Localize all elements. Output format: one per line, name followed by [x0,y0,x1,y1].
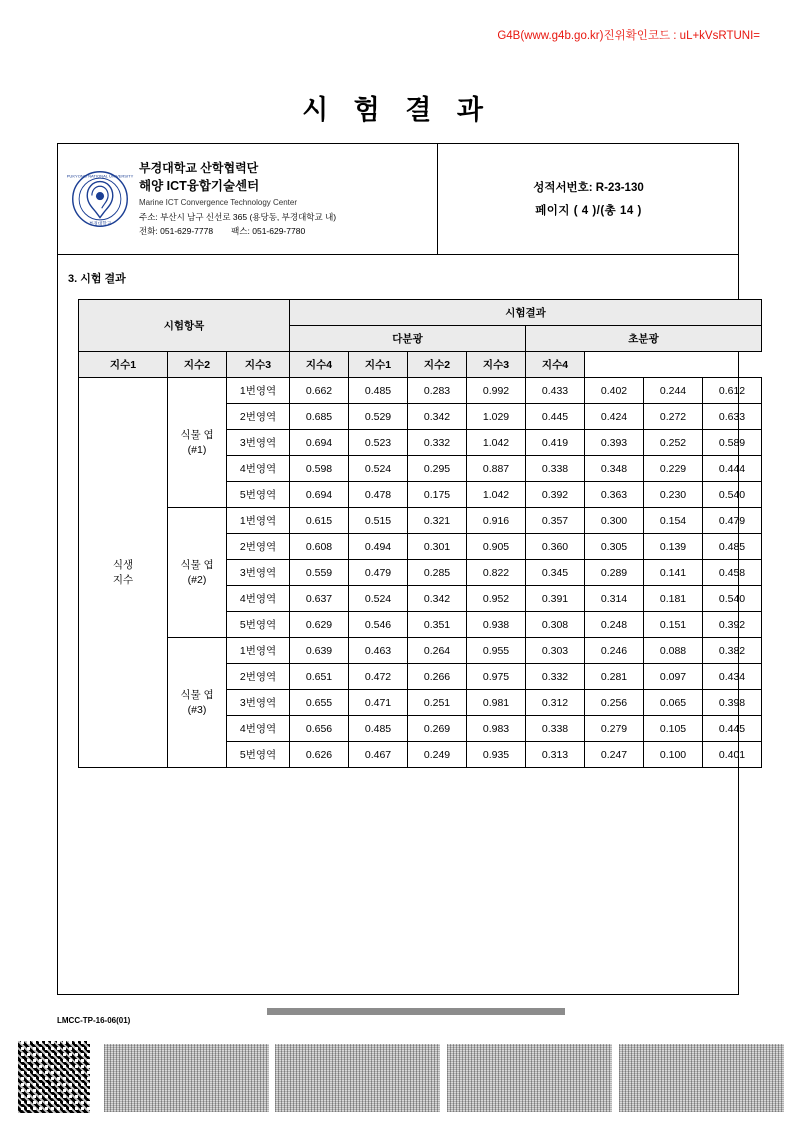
cell-value: 0.321 [408,508,467,534]
cell-value: 0.314 [585,586,644,612]
cell-value: 0.229 [644,456,703,482]
section-label: 시험 결과 [80,273,126,285]
cell-value: 0.139 [644,534,703,560]
cell-region: 3번영역 [227,560,290,586]
cell-value: 0.655 [290,690,349,716]
header-organization [57,143,437,254]
cell-value: 1.042 [467,482,526,508]
cell-value: 0.694 [290,482,349,508]
cell-value: 0.637 [290,586,349,612]
table-header-row-3 [79,352,762,378]
th-hyper-index-2: 지수2 [408,352,467,378]
org-address: 주소: 부산시 남구 신선로 365 (용당동, 부경대학교 내) [139,212,337,223]
cell-value: 0.467 [349,742,408,768]
cell-value: 0.283 [408,378,467,404]
cell-value: 0.662 [290,378,349,404]
cell-value: 0.651 [290,664,349,690]
cell-value: 0.348 [585,456,644,482]
cell-value: 0.992 [467,378,526,404]
cell-value: 0.822 [467,560,526,586]
cell-value: 0.342 [408,586,467,612]
cell-value: 0.285 [408,560,467,586]
cell-plant-leaf-1 [168,378,227,508]
cell-region: 1번영역 [227,378,290,404]
cell-value: 0.246 [585,638,644,664]
footer-divider-bar [267,1008,565,1015]
cell-value: 0.248 [585,612,644,638]
cell-value: 0.342 [408,404,467,430]
svg-text:PUKYONG NATIONAL UNIVERSITY: PUKYONG NATIONAL UNIVERSITY [66,173,134,179]
cell-region: 5번영역 [227,612,290,638]
cell-value: 0.981 [467,690,526,716]
cell-plant-leaf-3 [168,638,227,768]
cell-value: 0.141 [644,560,703,586]
cell-value: 0.612 [703,378,762,404]
th-multi-index-4: 지수4 [290,352,349,378]
cell-region: 3번영역 [227,690,290,716]
cell-value: 0.266 [408,664,467,690]
cell-value: 0.244 [644,378,703,404]
cell-value: 0.247 [585,742,644,768]
cell-value: 0.615 [290,508,349,534]
cell-value: 0.629 [290,612,349,638]
cell-value: 0.626 [290,742,349,768]
page-number: 페이지 ( 4 )/(총 14 ) [535,205,642,217]
cell-value: 0.598 [290,456,349,482]
barcode-strip [104,1044,269,1112]
cell-value: 0.472 [349,664,408,690]
cell-value: 0.360 [526,534,585,560]
cell-value: 0.181 [644,586,703,612]
cell-value: 0.479 [349,560,408,586]
cell-value: 0.633 [703,404,762,430]
pukyong-national-university-emblem-icon [66,170,134,228]
category-line1: 식생 [112,559,134,572]
cell-value: 0.402 [585,378,644,404]
form-code: LMCC-TP-16-06(01) [57,1016,131,1025]
cell-value: 0.312 [526,690,585,716]
cell-value: 0.540 [703,586,762,612]
cell-region: 5번영역 [227,482,290,508]
cell-region: 2번영역 [227,664,290,690]
plant-label-1-sub: (#1) [187,443,207,456]
section-heading [68,270,126,286]
cell-value: 0.230 [644,482,703,508]
cell-value: 0.523 [349,430,408,456]
cell-value: 0.272 [644,404,703,430]
cell-value: 0.289 [585,560,644,586]
cell-value: 0.424 [585,404,644,430]
cell-region: 1번영역 [227,508,290,534]
cell-value: 0.938 [467,612,526,638]
cell-value: 0.357 [526,508,585,534]
cell-value: 0.529 [349,404,408,430]
org-name-line2: 해양 ICT융합기술센터 [139,178,260,193]
cell-value: 0.301 [408,534,467,560]
cell-region: 2번영역 [227,404,290,430]
test-results-table [78,299,762,768]
cell-value: 0.313 [526,742,585,768]
cell-value: 0.639 [290,638,349,664]
plant-label-1: 식물 엽 [180,428,214,441]
qr-code [18,1041,90,1113]
cell-value: 0.281 [585,664,644,690]
report-header [57,143,739,255]
plant-label-2-sub: (#2) [187,573,207,586]
cell-value: 0.685 [290,404,349,430]
cell-value: 0.463 [349,638,408,664]
th-test-item: 시험항목 [79,300,290,352]
cell-value: 0.338 [526,716,585,742]
header-certificate-info [437,143,739,254]
org-fax: 팩스: 051-629-7780 [231,225,306,236]
cell-value: 0.445 [703,716,762,742]
cell-value: 0.434 [703,664,762,690]
cell-value: 0.444 [703,456,762,482]
cell-region: 1번영역 [227,638,290,664]
certificate-number: 성적서번호: R-23-130 [533,182,644,194]
th-hyper-index-3: 지수3 [467,352,526,378]
cell-region: 4번영역 [227,456,290,482]
cell-value: 0.154 [644,508,703,534]
table-header [79,300,762,378]
cell-value: 0.983 [467,716,526,742]
cell-value: 0.608 [290,534,349,560]
th-test-result: 시험결과 [290,300,762,326]
cell-value: 0.458 [703,560,762,586]
cell-value: 0.256 [585,690,644,716]
cell-value: 0.935 [467,742,526,768]
cell-value: 0.694 [290,430,349,456]
barcode-strip [275,1044,440,1112]
th-multi-index-1: 지수1 [79,352,168,378]
cell-value: 0.175 [408,482,467,508]
cell-value: 0.398 [703,690,762,716]
cell-plant-leaf-2 [168,508,227,638]
cell-value: 0.887 [467,456,526,482]
table-body [79,378,762,768]
cell-value: 0.105 [644,716,703,742]
cell-value: 0.100 [644,742,703,768]
cell-value: 0.540 [703,482,762,508]
cell-value: 0.097 [644,664,703,690]
cell-value: 0.485 [703,534,762,560]
cell-value: 1.042 [467,430,526,456]
cell-value: 0.479 [703,508,762,534]
th-group-multispectral: 다분광 [290,326,526,352]
cell-value: 0.392 [703,612,762,638]
org-name-line1: 부경대학교 산학협력단 [139,160,259,175]
cell-value: 0.546 [349,612,408,638]
barcode-strip [447,1044,612,1112]
cell-value: 0.303 [526,638,585,664]
cell-value: 0.433 [526,378,585,404]
table-row [79,508,762,534]
verification-watermark: G4B(www.g4b.go.kr)진위확인코드 : uL+kVsRTUNI= [497,30,760,42]
cell-value: 0.279 [585,716,644,742]
cell-value: 0.515 [349,508,408,534]
cell-value: 0.975 [467,664,526,690]
cell-value: 0.393 [585,430,644,456]
page-title: 시 험 결 과 [302,95,492,125]
cell-value: 0.471 [349,690,408,716]
plant-label-3-sub: (#3) [187,703,207,716]
table-row [79,638,762,664]
cell-value: 0.952 [467,586,526,612]
cell-value: 0.269 [408,716,467,742]
cell-value: 0.559 [290,560,349,586]
cell-value: 0.656 [290,716,349,742]
cell-value: 1.029 [467,404,526,430]
th-hyper-index-1: 지수1 [349,352,408,378]
cell-value: 0.345 [526,560,585,586]
cell-value: 0.295 [408,456,467,482]
cell-value: 0.589 [703,430,762,456]
cell-value: 0.419 [526,430,585,456]
cell-value: 0.338 [526,456,585,482]
cell-value: 0.524 [349,586,408,612]
cell-value: 0.251 [408,690,467,716]
cell-value: 0.485 [349,378,408,404]
th-multi-index-3: 지수3 [227,352,290,378]
svg-text:부경대학교: 부경대학교 [88,220,112,226]
cell-value: 0.494 [349,534,408,560]
cell-value: 0.332 [526,664,585,690]
cell-value: 0.300 [585,508,644,534]
cell-value: 0.332 [408,430,467,456]
cell-region: 2번영역 [227,534,290,560]
plant-label-3: 식물 엽 [180,688,214,701]
cell-value: 0.308 [526,612,585,638]
cell-category-vegetation-index [79,378,168,768]
cell-value: 0.445 [526,404,585,430]
th-group-hyperspectral: 초분광 [526,326,762,352]
cell-value: 0.252 [644,430,703,456]
th-multi-index-2: 지수2 [168,352,227,378]
th-hyper-index-4: 지수4 [526,352,585,378]
cell-value: 0.391 [526,586,585,612]
plant-label-2: 식물 엽 [180,558,214,571]
cell-value: 0.151 [644,612,703,638]
cell-value: 0.485 [349,716,408,742]
cell-region: 5번영역 [227,742,290,768]
cell-value: 0.305 [585,534,644,560]
cell-value: 0.955 [467,638,526,664]
cell-value: 0.264 [408,638,467,664]
org-phone: 전화: 051-629-7778 [139,225,214,236]
cell-value: 0.249 [408,742,467,768]
cell-value: 0.392 [526,482,585,508]
cell-value: 0.401 [703,742,762,768]
cell-value: 0.916 [467,508,526,534]
cell-value: 0.524 [349,456,408,482]
barcode-strip [619,1044,784,1112]
org-contact [139,226,336,237]
cell-region: 4번영역 [227,586,290,612]
cell-value: 0.065 [644,690,703,716]
table-row [79,378,762,404]
org-name-english: Marine ICT Convergence Technology Center [139,197,298,207]
cell-value: 0.363 [585,482,644,508]
category-line2: 지수 [112,573,134,586]
cell-value: 0.478 [349,482,408,508]
section-number: 3. [68,273,78,285]
cell-value: 0.905 [467,534,526,560]
cell-region: 4번영역 [227,716,290,742]
table-header-row-1 [79,300,762,326]
cell-value: 0.351 [408,612,467,638]
cell-region: 3번영역 [227,430,290,456]
cell-value: 0.088 [644,638,703,664]
cell-value: 0.382 [703,638,762,664]
